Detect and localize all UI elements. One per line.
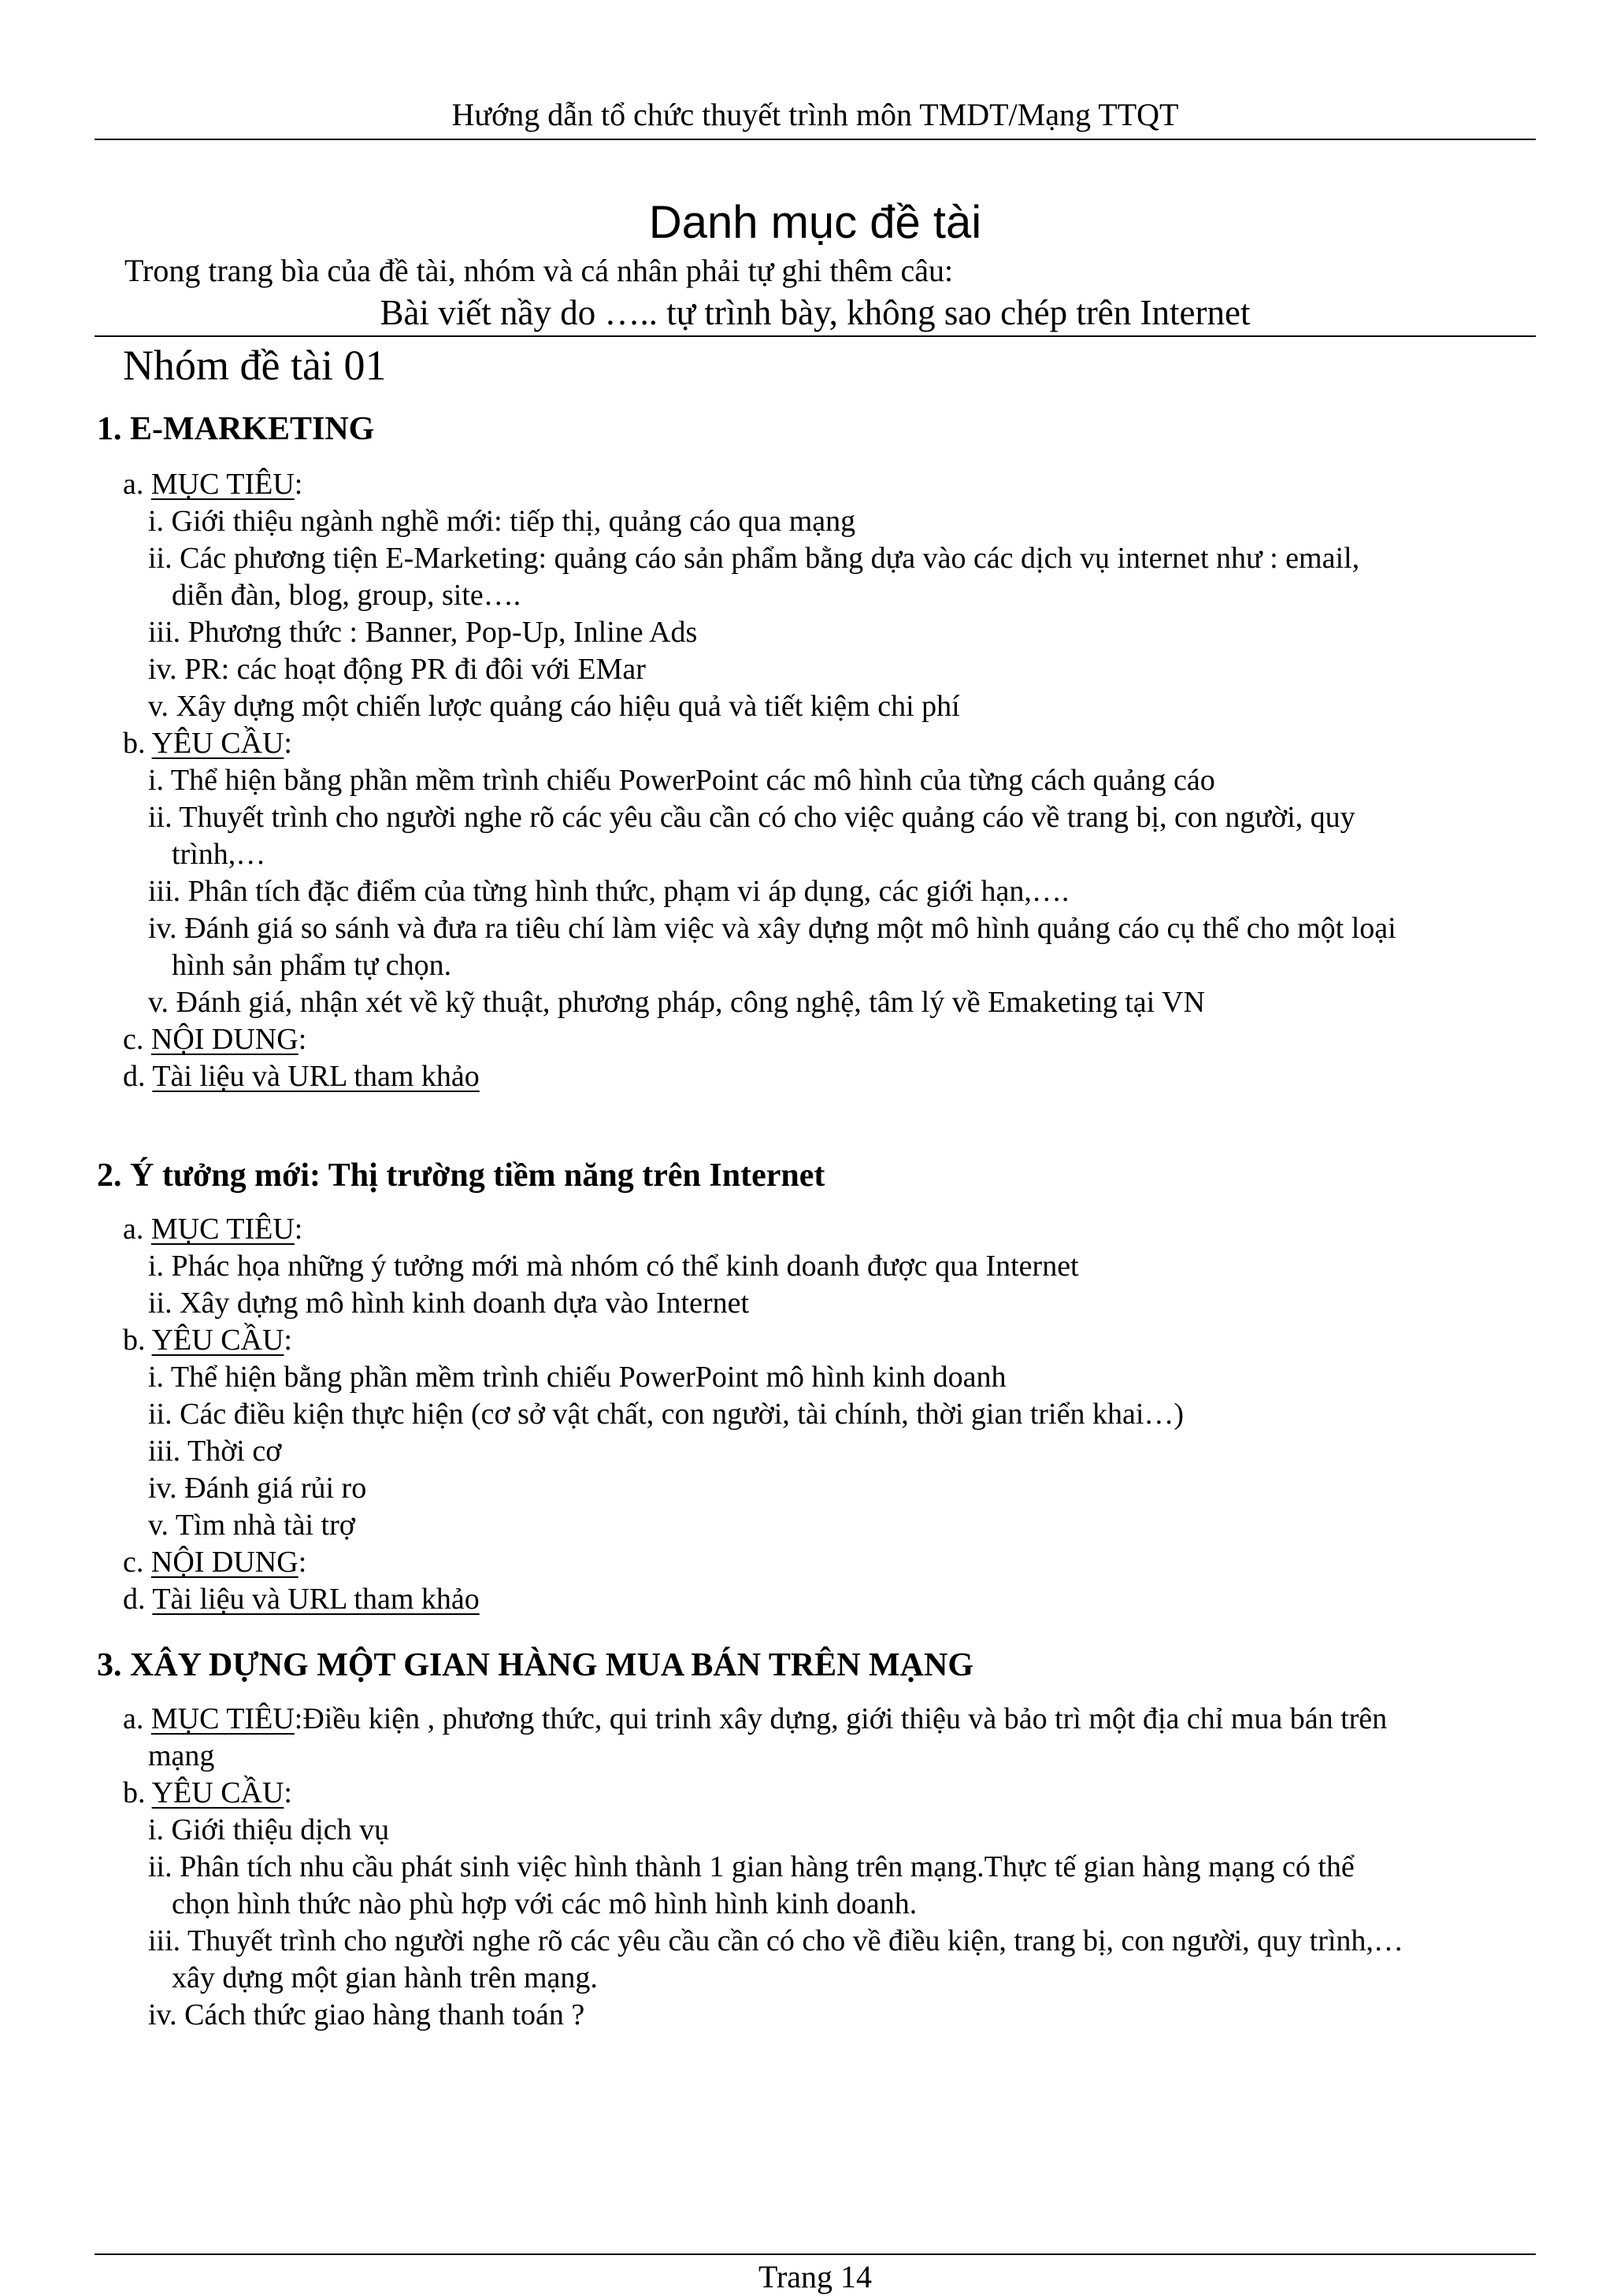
list-item: i. Phác họa những ý tưởng mới mà nhóm có thể kinh doanh được qua Internet	[148, 1250, 1079, 1283]
list-marker: b.	[123, 727, 146, 760]
list-item: iv. Cách thức giao hàng thanh toán ?	[148, 1998, 585, 2031]
list-item-continuation: xây dựng một gian hành trên mạng.	[172, 1961, 598, 1994]
section-2-c: c. NỘI DUNG:	[123, 1546, 307, 1579]
references-label: Tài liệu và URL tham khảo	[152, 1060, 480, 1093]
list-item: ii. Phân tích nhu cầu phát sinh việc hình thành 1 gian hàng trên mạng.Thực tế gian hàng mạng có thể	[148, 1850, 1355, 1883]
list-marker: c.	[123, 1023, 144, 1056]
list-item: iv. Đánh giá rủi ro	[148, 1472, 367, 1505]
intro-rule	[95, 335, 1536, 337]
list-marker: a.	[123, 1213, 144, 1246]
section-3-a: a. MỤC TIÊU:Điều kiện , phương thức, qui trinh xây dựng, giới thiệu và bảo trì một địa chỉ mua bán trên	[123, 1702, 1388, 1735]
running-header: Hướng dẫn tổ chức thuyết trình môn TMDT/Mạng TTQT	[451, 97, 1179, 132]
list-item: v. Đánh giá, nhận xét về kỹ thuật, phương pháp, công nghệ, tâm lý về Emaketing tại VN	[148, 986, 1205, 1019]
section-2-b: b. YÊU CẦU:	[123, 1324, 292, 1357]
intro-quote: Bài viết nầy do ….. tự trình bày, không sao chép trên Internet	[380, 293, 1251, 332]
objective-label: MỤC TIÊU	[150, 1213, 295, 1246]
section-1-title: 1. E-MARKETING	[97, 411, 375, 447]
header-rule	[95, 139, 1536, 140]
section-3-b: b. YÊU CẦU:	[123, 1776, 292, 1809]
list-item: v. Xây dựng một chiến lược quảng cáo hiệu quả và tiết kiệm chi phí	[148, 690, 960, 723]
list-marker: a.	[123, 1702, 144, 1735]
requirement-label: YÊU CẦU	[151, 727, 284, 760]
list-item: iii. Phương thức : Banner, Pop-Up, Inline Ads	[148, 616, 698, 649]
list-marker: b.	[123, 1776, 146, 1809]
list-marker: c.	[123, 1546, 144, 1579]
footer-rule	[95, 2253, 1536, 2255]
list-item-continuation: chọn hình thức nào phù hợp với các mô hình hình kinh doanh.	[172, 1887, 918, 1920]
objective-label: MỤC TIÊU	[150, 468, 295, 501]
list-marker: a.	[123, 468, 144, 501]
list-item: v. Tìm nhà tài trợ	[148, 1509, 355, 1542]
list-item: i. Giới thiệu dịch vụ	[148, 1813, 390, 1846]
section-1-a: a. MỤC TIÊU:	[123, 468, 303, 501]
list-item: ii. Thuyết trình cho người nghe rõ các yêu cầu cần có cho việc quảng cáo về trang bị, con người, quy	[148, 801, 1355, 834]
section-2-title: 2. Ý tưởng mới: Thị trường tiềm năng trên Internet	[97, 1157, 825, 1194]
list-marker: d.	[123, 1583, 146, 1616]
list-item: ii. Các phương tiện E-Marketing: quảng cáo sản phẩm bằng dựa vào các dịch vụ internet như : email,	[148, 542, 1360, 575]
requirement-label: YÊU CẦU	[151, 1324, 284, 1357]
objective-label: MỤC TIÊU	[150, 1702, 295, 1735]
list-item-continuation: diễn đàn, blog, group, site….	[172, 579, 521, 612]
group-title: Nhóm đề tài 01	[123, 342, 387, 389]
section-2-d	[123, 1581, 480, 1617]
list-item: iv. Đánh giá so sánh và đưa ra tiêu chí làm việc và xây dựng một mô hình quảng cáo cụ thể cho một loại	[148, 912, 1396, 945]
list-item: i. Thể hiện bằng phần mềm trình chiếu PowerPoint mô hình kinh doanh	[148, 1361, 1007, 1394]
list-marker: d.	[123, 1060, 146, 1093]
objective-text: Điều kiện , phương thức, qui trinh xây dựng, giới thiệu và bảo trì một địa chỉ mua bán trên	[302, 1702, 1388, 1735]
list-item: i. Giới thiệu ngành nghề mới: tiếp thị, quảng cáo qua mạng	[148, 505, 856, 538]
content-label: NỘI DUNG	[150, 1546, 298, 1579]
section-2-a: a. MỤC TIÊU:	[123, 1213, 303, 1246]
list-marker: b.	[123, 1324, 146, 1357]
section-3-title: 3. XÂY DỰNG MỘT GIAN HÀNG MUA BÁN TRÊN MẠNG	[97, 1647, 973, 1683]
page-title: Danh mục đề tài	[648, 197, 982, 248]
list-item: ii. Các điều kiện thực hiện (cơ sở vật chất, con người, tài chính, thời gian triển khai…)	[148, 1398, 1185, 1431]
section-1-d	[123, 1058, 480, 1094]
list-item-continuation: trình,…	[172, 838, 266, 871]
list-item: iii. Thời cơ	[148, 1435, 282, 1468]
references-label: Tài liệu và URL tham khảo	[152, 1583, 480, 1616]
objective-text-continuation: mạng	[148, 1739, 215, 1772]
list-item: iii. Phân tích đặc điểm của từng hình thức, phạm vi áp dụng, các giới hạn,….	[148, 875, 1070, 908]
list-item: ii. Xây dựng mô hình kinh doanh dựa vào Internet	[148, 1287, 750, 1320]
intro-line: Trong trang bìa của đề tài, nhóm và cá nhân phải tự ghi thêm câu:	[124, 253, 954, 288]
list-item: iv. PR: các hoạt động PR đi đôi với EMar	[148, 653, 646, 686]
list-item: i. Thể hiện bằng phần mềm trình chiếu PowerPoint các mô hình của từng cách quảng cáo	[148, 764, 1215, 797]
content-label: NỘI DUNG	[150, 1023, 298, 1056]
section-1-b: b. YÊU CẦU:	[123, 727, 292, 760]
requirement-label: YÊU CẦU	[151, 1776, 284, 1809]
section-1-c: c. NỘI DUNG:	[123, 1023, 307, 1056]
page-number: Trang 14	[758, 2259, 873, 2294]
list-item: iii. Thuyết trình cho người nghe rõ các yêu cầu cần có cho về điều kiện, trang bị, con người, quy trình,…	[148, 1924, 1403, 1957]
list-item-continuation: hình sản phẩm tự chọn.	[172, 949, 452, 982]
